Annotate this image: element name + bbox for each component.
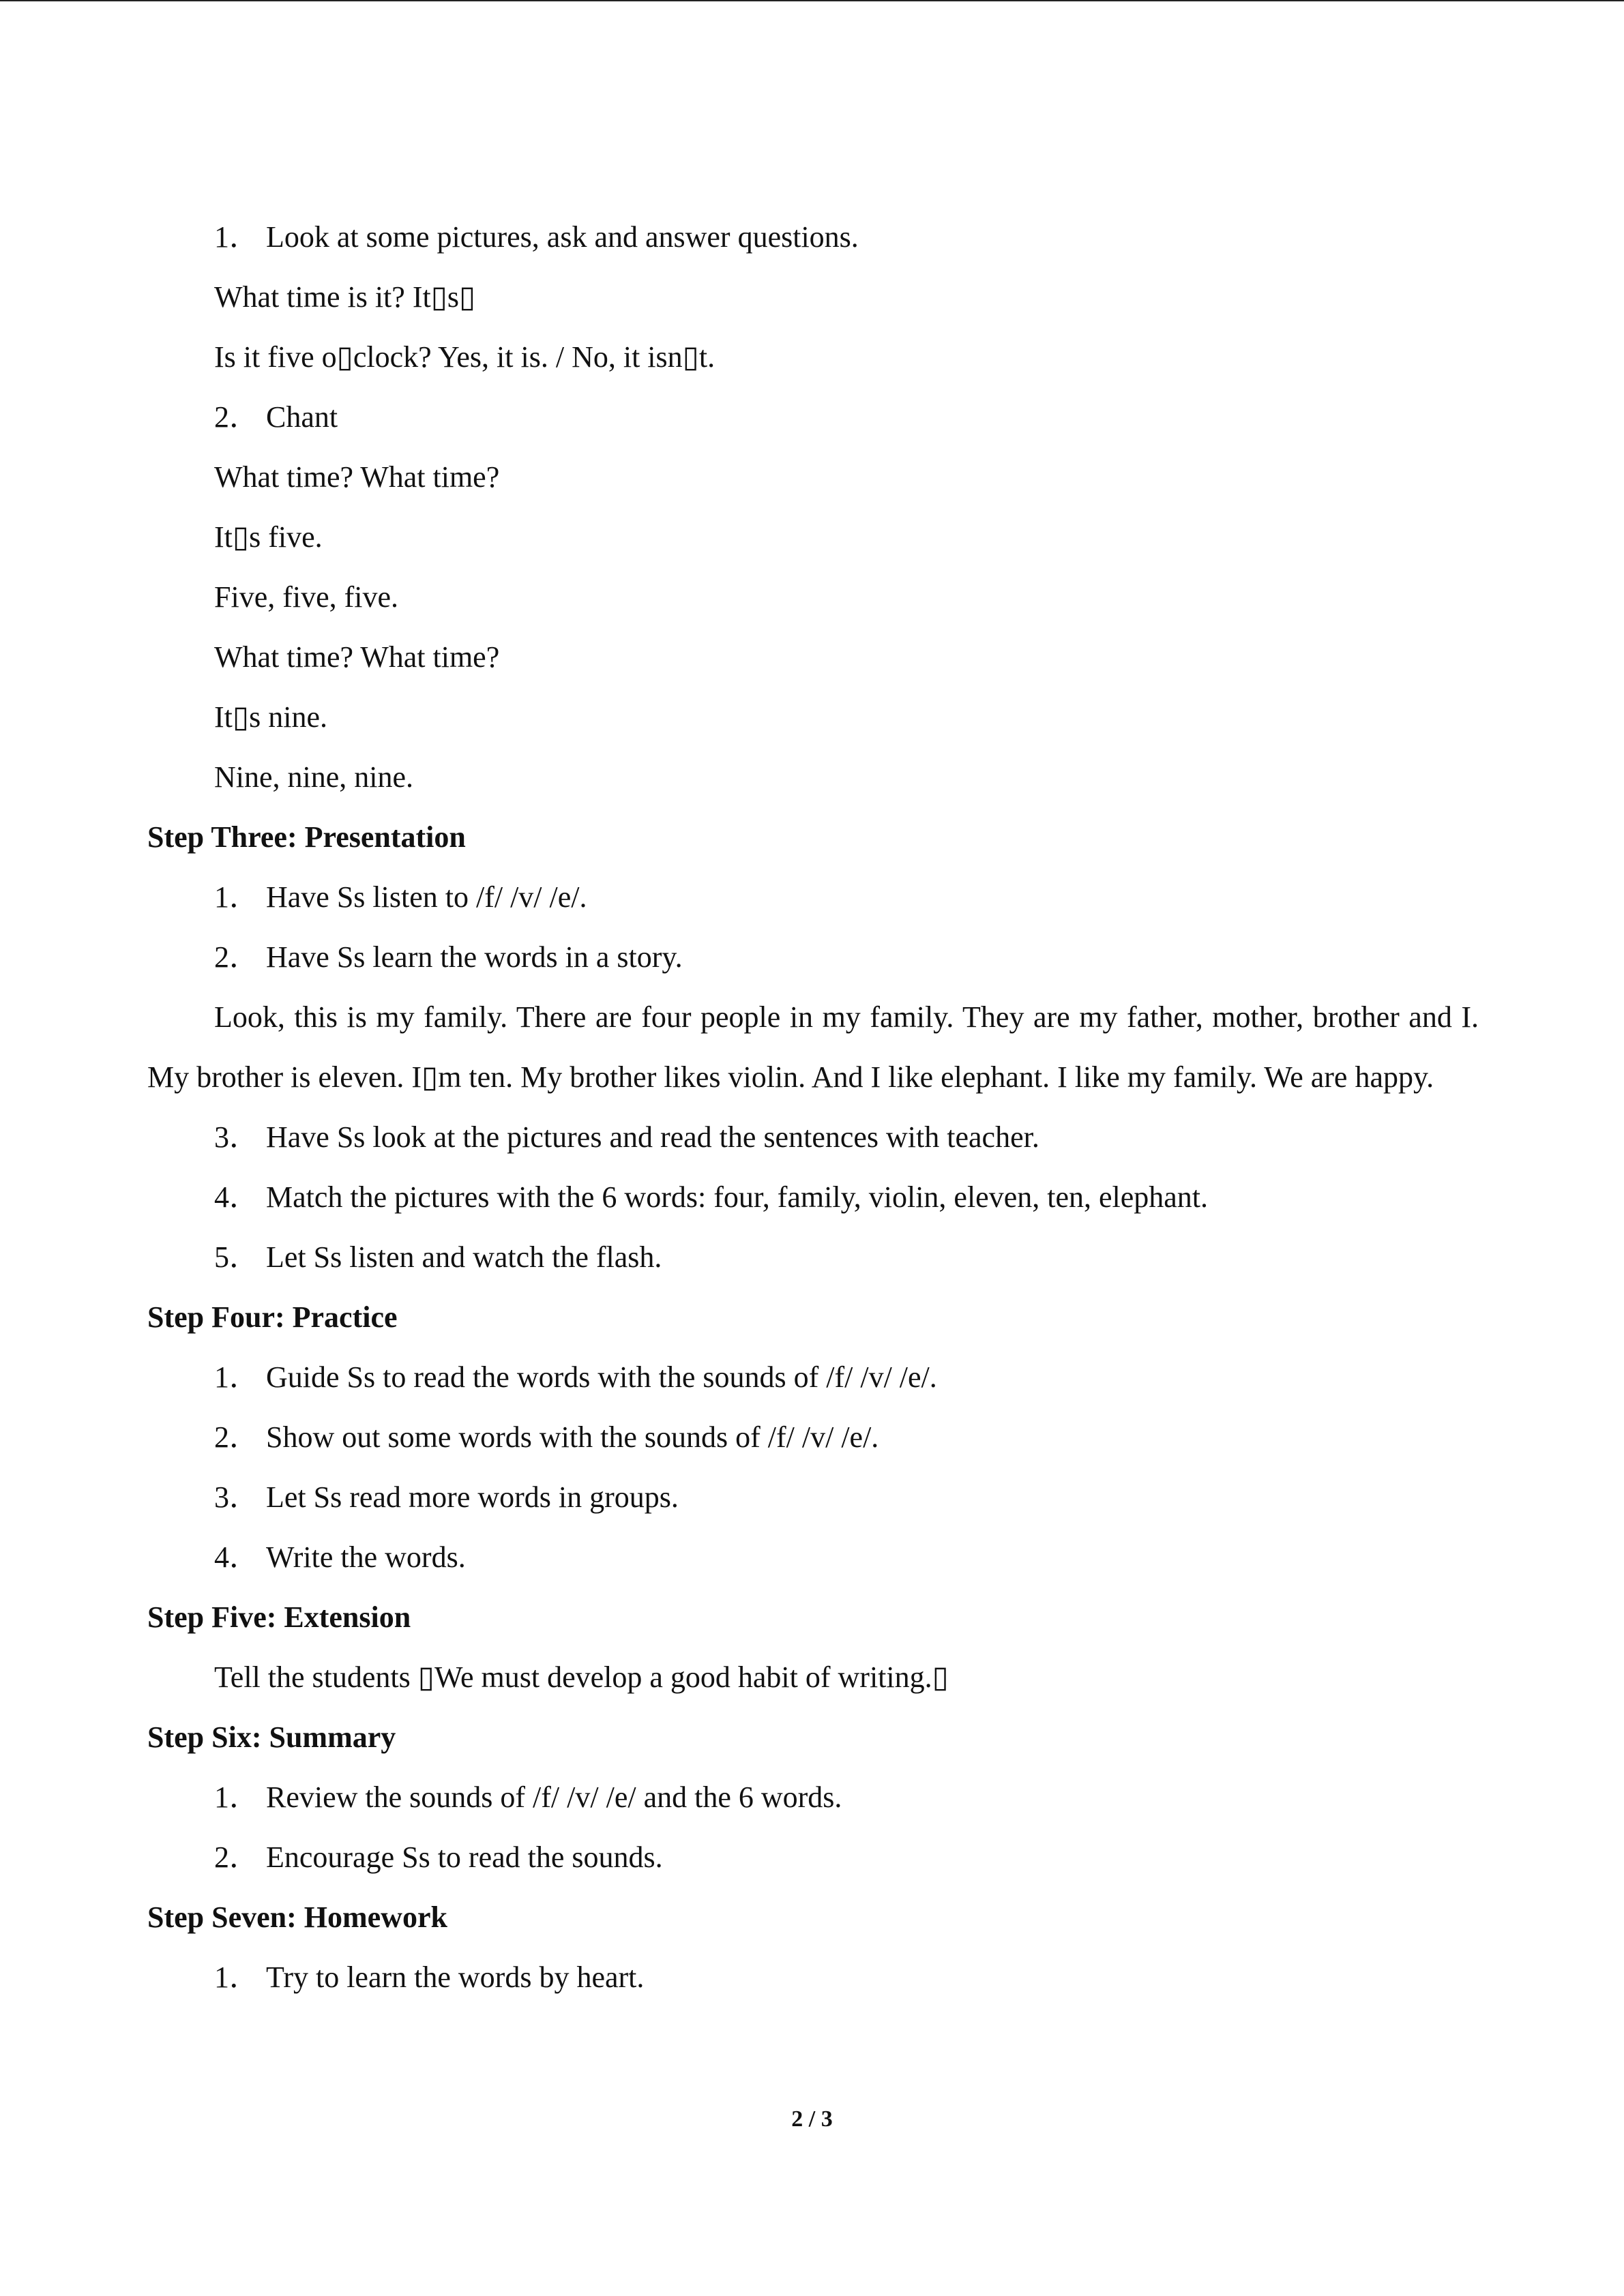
- chant-line: It▯s five.: [214, 520, 323, 554]
- section-heading: Step Six: Summary: [147, 1720, 396, 1754]
- list-item: 2． Show out some words with the sounds of /f/ /v/ /e/.: [214, 1420, 879, 1454]
- page-content: [147, 207, 1479, 2008]
- list-item: 2． Chant: [214, 400, 338, 434]
- story-paragraph: Look, this is my family. There are four people in my family. They are my father, mother, brother and I. My brother is eleven. I▯m ten. My brother likes violin. And I like elephant. I like my family. We are happy.: [147, 1000, 1479, 1094]
- list-item: 2． Have Ss learn the words in a story.: [214, 940, 683, 974]
- chant-line: It▯s nine.: [214, 700, 327, 734]
- list-item: 4． Write the words.: [214, 1540, 466, 1574]
- list-item: 1． Have Ss listen to /f/ /v/ /e/.: [214, 880, 587, 914]
- chant-line: Nine, nine, nine.: [214, 760, 414, 794]
- dialogue-line: What time is it? It▯s▯: [214, 280, 476, 314]
- list-item: 1． Try to learn the words by heart.: [214, 1960, 645, 1994]
- dialogue-line: Is it five o▯clock? Yes, it is. / No, it isn▯t.: [214, 340, 715, 374]
- section-heading: Step Four: Practice: [147, 1300, 398, 1334]
- page-number: 2 / 3: [791, 2106, 833, 2132]
- section-heading: Step Three: Presentation: [147, 820, 466, 854]
- list-item: 4． Match the pictures with the 6 words: four, family, violin, eleven, ten, elephant.: [214, 1180, 1209, 1214]
- extension-text: Tell the students ▯We must develop a good habit of writing.▯: [214, 1660, 949, 1694]
- list-item: 3． Let Ss read more words in groups.: [214, 1480, 679, 1514]
- list-item: 5． Let Ss listen and watch the flash.: [214, 1240, 662, 1274]
- chant-line: What time? What time?: [214, 460, 500, 494]
- list-item: 3． Have Ss look at the pictures and read the sentences with teacher.: [214, 1120, 1039, 1154]
- chant-line: What time? What time?: [214, 640, 500, 674]
- chant-line: Five, five, five.: [214, 580, 399, 614]
- list-item: 2． Encourage Ss to read the sounds.: [214, 1840, 663, 1874]
- list-item: 1． Guide Ss to read the words with the sounds of /f/ /v/ /e/.: [214, 1360, 937, 1394]
- section-heading: Step Five: Extension: [147, 1600, 411, 1634]
- list-item: 1． Review the sounds of /f/ /v/ /e/ and the 6 words.: [214, 1780, 842, 1814]
- section-heading: Step Seven: Homework: [147, 1900, 447, 1934]
- list-item: 1． Look at some pictures, ask and answer questions.: [214, 220, 859, 254]
